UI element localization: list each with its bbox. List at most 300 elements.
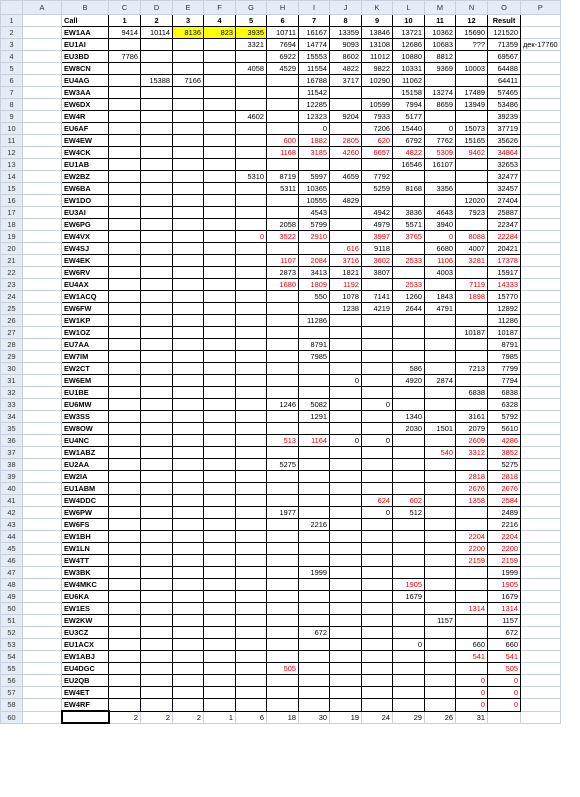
score-cell[interactable] — [204, 231, 236, 243]
score-cell[interactable] — [204, 663, 236, 675]
cell-a[interactable] — [23, 471, 62, 483]
score-cell[interactable]: 8168 — [393, 183, 425, 195]
row-header-57[interactable]: 57 — [1, 687, 23, 699]
score-cell[interactable] — [141, 627, 173, 639]
score-cell[interactable] — [204, 51, 236, 63]
score-cell[interactable] — [362, 567, 393, 579]
score-cell[interactable] — [393, 447, 425, 459]
cell-a[interactable] — [23, 87, 62, 99]
score-cell[interactable] — [393, 171, 425, 183]
count-cell[interactable]: 24 — [362, 711, 393, 723]
row-header-52[interactable]: 52 — [1, 627, 23, 639]
score-cell[interactable]: 7792 — [362, 171, 393, 183]
cell-p[interactable] — [521, 195, 561, 207]
score-cell[interactable] — [173, 615, 204, 627]
score-cell[interactable] — [109, 615, 141, 627]
score-cell[interactable] — [141, 243, 173, 255]
cell-p[interactable] — [521, 99, 561, 111]
score-cell[interactable]: 3765 — [393, 231, 425, 243]
score-cell[interactable]: 13274 — [425, 87, 456, 99]
cell-p60[interactable] — [521, 711, 561, 723]
score-cell[interactable]: 7213 — [456, 363, 488, 375]
callsign-cell[interactable]: EW8CN — [62, 63, 109, 75]
score-cell[interactable]: 602 — [393, 495, 425, 507]
row-header-55[interactable]: 55 — [1, 663, 23, 675]
row-header-45[interactable]: 45 — [1, 543, 23, 555]
score-cell[interactable] — [236, 315, 267, 327]
score-cell[interactable] — [425, 519, 456, 531]
score-cell[interactable] — [362, 663, 393, 675]
score-cell[interactable]: 8812 — [425, 51, 456, 63]
score-cell[interactable]: 5571 — [393, 219, 425, 231]
score-cell[interactable] — [141, 507, 173, 519]
row-header-42[interactable]: 42 — [1, 507, 23, 519]
score-cell[interactable] — [267, 471, 299, 483]
score-cell[interactable]: 2200 — [456, 543, 488, 555]
score-cell[interactable] — [362, 315, 393, 327]
score-cell[interactable] — [173, 219, 204, 231]
score-cell[interactable] — [362, 351, 393, 363]
score-cell[interactable] — [299, 687, 330, 699]
result-cell[interactable]: 7985 — [488, 351, 521, 363]
row-header-19[interactable]: 19 — [1, 231, 23, 243]
score-cell[interactable] — [425, 591, 456, 603]
cell-p[interactable] — [521, 507, 561, 519]
score-cell[interactable] — [173, 99, 204, 111]
result-cell[interactable]: 32653 — [488, 159, 521, 171]
score-cell[interactable] — [141, 543, 173, 555]
score-cell[interactable] — [173, 87, 204, 99]
score-cell[interactable] — [330, 531, 362, 543]
callsign-cell[interactable]: EW4MKC — [62, 579, 109, 591]
score-cell[interactable] — [267, 243, 299, 255]
score-cell[interactable] — [109, 423, 141, 435]
row-header-38[interactable]: 38 — [1, 459, 23, 471]
row-header-21[interactable]: 21 — [1, 255, 23, 267]
score-cell[interactable]: 624 — [362, 495, 393, 507]
callsign-cell[interactable]: EW6FS — [62, 519, 109, 531]
score-cell[interactable] — [173, 135, 204, 147]
callsign-cell[interactable]: EW1OZ — [62, 327, 109, 339]
score-cell[interactable] — [109, 303, 141, 315]
score-cell[interactable] — [236, 543, 267, 555]
score-cell[interactable] — [109, 123, 141, 135]
score-cell[interactable] — [299, 159, 330, 171]
score-cell[interactable]: 16167 — [299, 27, 330, 39]
score-cell[interactable] — [204, 471, 236, 483]
cell-a[interactable] — [23, 255, 62, 267]
column-header-p[interactable]: P — [521, 1, 561, 15]
score-cell[interactable] — [456, 51, 488, 63]
score-cell[interactable] — [109, 75, 141, 87]
score-cell[interactable] — [456, 219, 488, 231]
round-header-cell[interactable]: 5 — [236, 15, 267, 27]
row-header-30[interactable]: 30 — [1, 363, 23, 375]
score-cell[interactable]: 3356 — [425, 183, 456, 195]
callsign-cell[interactable]: EW1ACQ — [62, 291, 109, 303]
row-header-18[interactable]: 18 — [1, 219, 23, 231]
score-cell[interactable] — [299, 327, 330, 339]
score-cell[interactable]: 513 — [267, 435, 299, 447]
score-cell[interactable] — [456, 567, 488, 579]
score-cell[interactable] — [204, 207, 236, 219]
score-cell[interactable] — [109, 543, 141, 555]
score-cell[interactable] — [141, 195, 173, 207]
result-cell[interactable]: 69567 — [488, 51, 521, 63]
score-cell[interactable] — [173, 231, 204, 243]
score-cell[interactable]: 5259 — [362, 183, 393, 195]
cell-a[interactable] — [23, 543, 62, 555]
score-cell[interactable]: 9093 — [330, 39, 362, 51]
cell-a[interactable] — [23, 315, 62, 327]
score-cell[interactable] — [236, 303, 267, 315]
score-cell[interactable] — [393, 675, 425, 687]
score-cell[interactable] — [109, 207, 141, 219]
score-cell[interactable] — [173, 675, 204, 687]
score-cell[interactable] — [141, 207, 173, 219]
result-cell[interactable]: 35626 — [488, 135, 521, 147]
score-cell[interactable]: 15553 — [299, 51, 330, 63]
score-cell[interactable] — [204, 99, 236, 111]
score-cell[interactable] — [204, 303, 236, 315]
score-cell[interactable]: 1168 — [267, 147, 299, 159]
score-cell[interactable] — [236, 255, 267, 267]
cell-p[interactable] — [521, 663, 561, 675]
score-cell[interactable]: 2533 — [393, 255, 425, 267]
score-cell[interactable]: 14774 — [299, 39, 330, 51]
result-cell[interactable]: 5610 — [488, 423, 521, 435]
cell-p[interactable] — [521, 87, 561, 99]
score-cell[interactable] — [236, 591, 267, 603]
score-cell[interactable]: 13949 — [456, 99, 488, 111]
cell-a[interactable] — [23, 291, 62, 303]
score-cell[interactable]: 9369 — [425, 63, 456, 75]
score-cell[interactable] — [173, 627, 204, 639]
score-cell[interactable]: 672 — [299, 627, 330, 639]
score-cell[interactable] — [109, 195, 141, 207]
score-cell[interactable] — [204, 699, 236, 712]
score-cell[interactable]: 9118 — [362, 243, 393, 255]
score-cell[interactable] — [236, 471, 267, 483]
cell-p[interactable] — [521, 363, 561, 375]
cell-a[interactable] — [23, 111, 62, 123]
cell-p[interactable] — [521, 591, 561, 603]
score-cell[interactable] — [330, 639, 362, 651]
score-cell[interactable] — [173, 447, 204, 459]
score-cell[interactable] — [141, 135, 173, 147]
callsign-cell[interactable]: EW4RF — [62, 699, 109, 712]
score-cell[interactable] — [204, 423, 236, 435]
score-cell[interactable]: 0 — [236, 231, 267, 243]
select-all-corner[interactable] — [1, 1, 23, 15]
round-header-cell[interactable]: 6 — [267, 15, 299, 27]
score-cell[interactable] — [425, 483, 456, 495]
count-cell[interactable]: 18 — [267, 711, 299, 723]
score-cell[interactable]: 550 — [299, 291, 330, 303]
score-cell[interactable] — [204, 135, 236, 147]
row-header-53[interactable]: 53 — [1, 639, 23, 651]
score-cell[interactable]: 823 — [204, 27, 236, 39]
score-cell[interactable] — [330, 495, 362, 507]
score-cell[interactable] — [109, 99, 141, 111]
score-cell[interactable] — [267, 99, 299, 111]
cell-a[interactable] — [23, 591, 62, 603]
score-cell[interactable] — [299, 471, 330, 483]
score-cell[interactable] — [267, 339, 299, 351]
cell-a[interactable] — [23, 351, 62, 363]
score-cell[interactable] — [362, 387, 393, 399]
callsign-cell[interactable]: EW1ABJ — [62, 651, 109, 663]
score-cell[interactable]: 1107 — [267, 255, 299, 267]
score-cell[interactable] — [204, 435, 236, 447]
row-header-22[interactable]: 22 — [1, 267, 23, 279]
score-cell[interactable]: 6680 — [425, 243, 456, 255]
score-cell[interactable] — [362, 531, 393, 543]
score-cell[interactable]: 1821 — [330, 267, 362, 279]
score-cell[interactable] — [362, 627, 393, 639]
score-cell[interactable]: 660 — [456, 639, 488, 651]
cell-a[interactable] — [23, 135, 62, 147]
score-cell[interactable] — [173, 495, 204, 507]
score-cell[interactable] — [173, 159, 204, 171]
count-cell[interactable]: 1 — [204, 711, 236, 723]
score-cell[interactable]: 541 — [456, 651, 488, 663]
score-cell[interactable] — [173, 339, 204, 351]
callsign-cell[interactable]: EU3BD — [62, 51, 109, 63]
score-cell[interactable]: 3935 — [236, 27, 267, 39]
score-cell[interactable] — [236, 51, 267, 63]
round-header-cell[interactable]: 2 — [141, 15, 173, 27]
row-header-24[interactable]: 24 — [1, 291, 23, 303]
score-cell[interactable] — [141, 363, 173, 375]
score-cell[interactable] — [173, 639, 204, 651]
callsign-cell[interactable]: EW4R — [62, 111, 109, 123]
score-cell[interactable] — [267, 363, 299, 375]
score-cell[interactable]: 4003 — [425, 267, 456, 279]
score-cell[interactable] — [204, 87, 236, 99]
row-header-34[interactable]: 34 — [1, 411, 23, 423]
score-cell[interactable]: 4058 — [236, 63, 267, 75]
score-cell[interactable]: 7166 — [173, 75, 204, 87]
score-cell[interactable] — [173, 171, 204, 183]
score-cell[interactable] — [141, 495, 173, 507]
result-cell[interactable]: 121520 — [488, 27, 521, 39]
score-cell[interactable] — [330, 603, 362, 615]
score-cell[interactable] — [393, 519, 425, 531]
score-cell[interactable]: 4643 — [425, 207, 456, 219]
score-cell[interactable]: 4791 — [425, 303, 456, 315]
score-cell[interactable] — [267, 327, 299, 339]
score-cell[interactable] — [425, 75, 456, 87]
cell-a[interactable] — [23, 363, 62, 375]
result-cell[interactable]: 2818 — [488, 471, 521, 483]
cell-p[interactable] — [521, 543, 561, 555]
cell-p[interactable] — [521, 51, 561, 63]
score-cell[interactable]: 10290 — [362, 75, 393, 87]
result-cell[interactable]: 14333 — [488, 279, 521, 291]
cell-a1[interactable] — [23, 15, 62, 27]
score-cell[interactable] — [456, 75, 488, 87]
score-cell[interactable] — [204, 63, 236, 75]
cell-p[interactable] — [521, 471, 561, 483]
score-cell[interactable] — [393, 351, 425, 363]
score-cell[interactable]: 3997 — [362, 231, 393, 243]
score-cell[interactable]: 1679 — [393, 591, 425, 603]
score-cell[interactable] — [141, 267, 173, 279]
score-cell[interactable] — [204, 531, 236, 543]
score-cell[interactable]: 7985 — [299, 351, 330, 363]
score-cell[interactable] — [141, 63, 173, 75]
score-cell[interactable] — [425, 627, 456, 639]
score-cell[interactable] — [141, 555, 173, 567]
row-header-60[interactable]: 60 — [1, 711, 23, 723]
score-cell[interactable] — [109, 291, 141, 303]
score-cell[interactable] — [299, 243, 330, 255]
result-cell[interactable]: 39239 — [488, 111, 521, 123]
callsign-cell[interactable]: EU1ACX — [62, 639, 109, 651]
score-cell[interactable] — [425, 111, 456, 123]
score-cell[interactable] — [393, 339, 425, 351]
score-cell[interactable] — [393, 615, 425, 627]
score-cell[interactable]: 2159 — [456, 555, 488, 567]
score-cell[interactable] — [109, 339, 141, 351]
score-cell[interactable] — [236, 159, 267, 171]
row-header-39[interactable]: 39 — [1, 471, 23, 483]
score-cell[interactable] — [236, 339, 267, 351]
score-cell[interactable] — [236, 363, 267, 375]
result-cell[interactable]: 0 — [488, 675, 521, 687]
score-cell[interactable] — [236, 459, 267, 471]
result-cell[interactable]: 34864 — [488, 147, 521, 159]
score-cell[interactable] — [173, 567, 204, 579]
score-cell[interactable] — [330, 519, 362, 531]
score-cell[interactable] — [393, 459, 425, 471]
score-cell[interactable]: 11012 — [362, 51, 393, 63]
result-cell[interactable]: 57465 — [488, 87, 521, 99]
score-cell[interactable] — [236, 411, 267, 423]
score-cell[interactable]: 5799 — [299, 219, 330, 231]
score-cell[interactable] — [330, 219, 362, 231]
score-cell[interactable] — [141, 255, 173, 267]
score-cell[interactable] — [204, 171, 236, 183]
cell-p[interactable] — [521, 555, 561, 567]
score-cell[interactable] — [267, 483, 299, 495]
score-cell[interactable] — [109, 315, 141, 327]
score-cell[interactable] — [109, 87, 141, 99]
round-header-cell[interactable]: 10 — [393, 15, 425, 27]
result-cell[interactable]: 53486 — [488, 99, 521, 111]
score-cell[interactable] — [299, 495, 330, 507]
score-cell[interactable] — [299, 603, 330, 615]
score-cell[interactable]: 10187 — [456, 327, 488, 339]
score-cell[interactable] — [173, 423, 204, 435]
score-cell[interactable]: 3185 — [299, 147, 330, 159]
score-cell[interactable] — [299, 303, 330, 315]
column-header-m[interactable]: M — [425, 1, 456, 15]
score-cell[interactable] — [236, 519, 267, 531]
score-cell[interactable]: 12686 — [393, 39, 425, 51]
score-cell[interactable] — [109, 531, 141, 543]
score-cell[interactable] — [236, 219, 267, 231]
score-cell[interactable] — [362, 519, 393, 531]
score-cell[interactable] — [299, 423, 330, 435]
score-cell[interactable] — [330, 663, 362, 675]
score-cell[interactable] — [173, 207, 204, 219]
count-cell[interactable]: 26 — [425, 711, 456, 723]
column-header-d[interactable]: D — [141, 1, 173, 15]
score-cell[interactable] — [141, 435, 173, 447]
score-cell[interactable]: 0 — [362, 435, 393, 447]
score-cell[interactable] — [236, 99, 267, 111]
score-cell[interactable] — [204, 579, 236, 591]
score-cell[interactable] — [425, 651, 456, 663]
score-cell[interactable] — [173, 279, 204, 291]
score-cell[interactable] — [267, 579, 299, 591]
row-header-46[interactable]: 46 — [1, 555, 23, 567]
score-cell[interactable] — [425, 639, 456, 651]
score-cell[interactable] — [204, 351, 236, 363]
score-cell[interactable] — [141, 315, 173, 327]
score-cell[interactable] — [299, 663, 330, 675]
result-cell[interactable]: 71359 — [488, 39, 521, 51]
score-cell[interactable] — [456, 171, 488, 183]
score-cell[interactable] — [425, 471, 456, 483]
round-header-cell[interactable]: 8 — [330, 15, 362, 27]
cell-a[interactable] — [23, 231, 62, 243]
score-cell[interactable] — [204, 123, 236, 135]
score-cell[interactable]: 15158 — [393, 87, 425, 99]
score-cell[interactable]: 9462 — [456, 147, 488, 159]
round-header-cell[interactable]: 7 — [299, 15, 330, 27]
result-cell[interactable]: 11286 — [488, 315, 521, 327]
score-cell[interactable]: 1078 — [330, 291, 362, 303]
score-cell[interactable]: 15165 — [456, 135, 488, 147]
score-cell[interactable] — [330, 483, 362, 495]
score-cell[interactable] — [425, 363, 456, 375]
cell-p[interactable] — [521, 267, 561, 279]
score-cell[interactable]: 1999 — [299, 567, 330, 579]
score-cell[interactable] — [425, 315, 456, 327]
score-cell[interactable] — [330, 315, 362, 327]
result-cell[interactable]: 2584 — [488, 495, 521, 507]
score-cell[interactable] — [425, 531, 456, 543]
score-cell[interactable] — [267, 123, 299, 135]
score-cell[interactable] — [267, 291, 299, 303]
result-cell[interactable]: 22284 — [488, 231, 521, 243]
score-cell[interactable] — [236, 207, 267, 219]
score-cell[interactable] — [267, 159, 299, 171]
callsign-cell[interactable]: EW2IA — [62, 471, 109, 483]
score-cell[interactable] — [109, 627, 141, 639]
score-cell[interactable]: 15388 — [141, 75, 173, 87]
row-header-6[interactable]: 6 — [1, 75, 23, 87]
score-cell[interactable] — [425, 435, 456, 447]
score-cell[interactable] — [393, 663, 425, 675]
cell-p[interactable] — [521, 627, 561, 639]
result-cell[interactable]: 4286 — [488, 435, 521, 447]
result-cell[interactable]: 2216 — [488, 519, 521, 531]
cell-a[interactable] — [23, 615, 62, 627]
callsign-cell[interactable]: EW2CT — [62, 363, 109, 375]
score-cell[interactable] — [173, 315, 204, 327]
score-cell[interactable] — [236, 387, 267, 399]
score-cell[interactable] — [204, 567, 236, 579]
score-cell[interactable] — [236, 699, 267, 712]
score-cell[interactable] — [362, 471, 393, 483]
score-cell[interactable] — [362, 195, 393, 207]
score-cell[interactable] — [109, 651, 141, 663]
callsign-cell[interactable]: EW6DX — [62, 99, 109, 111]
